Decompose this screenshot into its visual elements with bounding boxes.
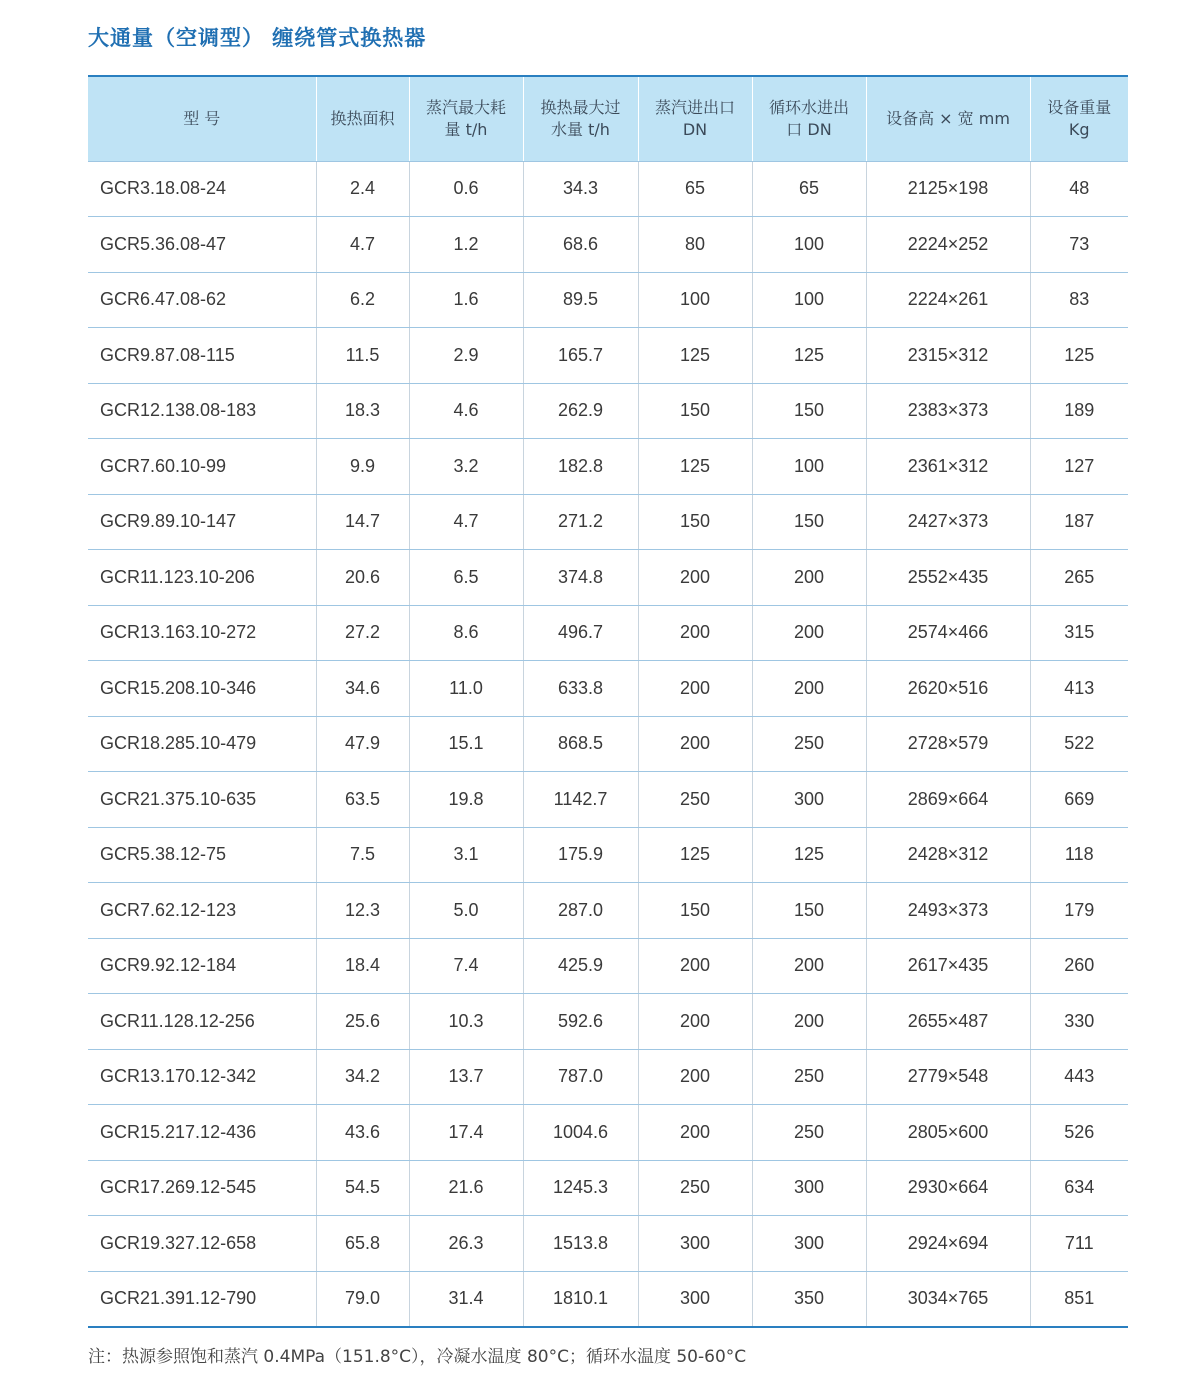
cell-steam-dn: 150 [638, 494, 752, 550]
cell-water-dn: 125 [752, 328, 866, 384]
cell-water-flow: 68.6 [523, 217, 638, 273]
cell-steam-dn: 150 [638, 883, 752, 939]
table-row [88, 328, 1128, 384]
cell-steam-dn: 300 [638, 1216, 752, 1272]
cell-dimensions: 2617×435 [866, 938, 1030, 994]
header-weight: 设备重量 Kg [1030, 76, 1128, 161]
cell-model: GCR17.269.12-545 [88, 1160, 316, 1216]
cell-weight: 265 [1030, 550, 1128, 606]
cell-area: 2.4 [316, 161, 409, 217]
cell-dimensions: 3034×765 [866, 1271, 1030, 1327]
cell-dimensions: 2224×261 [866, 272, 1030, 328]
cell-steam: 5.0 [409, 883, 523, 939]
cell-model: GCR7.62.12-123 [88, 883, 316, 939]
cell-water-flow: 425.9 [523, 938, 638, 994]
cell-water-flow: 496.7 [523, 605, 638, 661]
table-row [88, 550, 1128, 606]
cell-steam: 3.2 [409, 439, 523, 495]
cell-area: 6.2 [316, 272, 409, 328]
cell-steam: 17.4 [409, 1105, 523, 1161]
header-dimensions: 设备高 × 宽 mm [866, 76, 1030, 161]
cell-steam-dn: 200 [638, 1049, 752, 1105]
cell-dimensions: 2805×600 [866, 1105, 1030, 1161]
cell-weight: 48 [1030, 161, 1128, 217]
cell-steam-dn: 125 [638, 328, 752, 384]
cell-steam: 21.6 [409, 1160, 523, 1216]
cell-steam: 11.0 [409, 661, 523, 717]
cell-steam-dn: 65 [638, 161, 752, 217]
cell-dimensions: 2428×312 [866, 827, 1030, 883]
cell-area: 34.6 [316, 661, 409, 717]
cell-model: GCR5.36.08-47 [88, 217, 316, 273]
cell-steam: 26.3 [409, 1216, 523, 1272]
cell-weight: 711 [1030, 1216, 1128, 1272]
cell-steam-dn: 200 [638, 661, 752, 717]
cell-water-flow: 271.2 [523, 494, 638, 550]
cell-water-flow: 1245.3 [523, 1160, 638, 1216]
header-water-flow: 换热最大过 水量 t/h [523, 76, 638, 161]
cell-area: 65.8 [316, 1216, 409, 1272]
cell-dimensions: 2361×312 [866, 439, 1030, 495]
cell-water-flow: 182.8 [523, 439, 638, 495]
cell-steam: 4.6 [409, 383, 523, 439]
cell-weight: 83 [1030, 272, 1128, 328]
cell-steam-dn: 125 [638, 439, 752, 495]
cell-steam: 31.4 [409, 1271, 523, 1327]
cell-weight: 127 [1030, 439, 1128, 495]
cell-weight: 443 [1030, 1049, 1128, 1105]
cell-area: 43.6 [316, 1105, 409, 1161]
cell-dimensions: 2383×373 [866, 383, 1030, 439]
cell-dimensions: 2574×466 [866, 605, 1030, 661]
cell-area: 25.6 [316, 994, 409, 1050]
cell-water-dn: 350 [752, 1271, 866, 1327]
cell-steam: 13.7 [409, 1049, 523, 1105]
cell-steam-dn: 200 [638, 605, 752, 661]
cell-steam-dn: 80 [638, 217, 752, 273]
cell-water-flow: 165.7 [523, 328, 638, 384]
cell-dimensions: 2930×664 [866, 1160, 1030, 1216]
cell-dimensions: 2493×373 [866, 883, 1030, 939]
table-row [88, 1271, 1128, 1327]
table-row [88, 1105, 1128, 1161]
cell-steam: 8.6 [409, 605, 523, 661]
cell-area: 79.0 [316, 1271, 409, 1327]
cell-area: 4.7 [316, 217, 409, 273]
cell-water-dn: 200 [752, 605, 866, 661]
cell-area: 27.2 [316, 605, 409, 661]
cell-water-dn: 200 [752, 994, 866, 1050]
cell-water-dn: 250 [752, 1105, 866, 1161]
cell-steam: 0.6 [409, 161, 523, 217]
footnote: 注：热源参照饱和蒸汽 0.4MPa（151.8°C），冷凝水温度 80°C；循环水温度 50-60°C [88, 1347, 747, 1367]
table-row [88, 827, 1128, 883]
cell-weight: 179 [1030, 883, 1128, 939]
cell-water-flow: 262.9 [523, 383, 638, 439]
cell-water-dn: 200 [752, 938, 866, 994]
table-row [88, 772, 1128, 828]
cell-model: GCR15.217.12-436 [88, 1105, 316, 1161]
cell-weight: 73 [1030, 217, 1128, 273]
table-row [88, 1160, 1128, 1216]
cell-water-flow: 89.5 [523, 272, 638, 328]
cell-model: GCR7.60.10-99 [88, 439, 316, 495]
cell-model: GCR3.18.08-24 [88, 161, 316, 217]
header-steam-dn: 蒸汽进出口 DN [638, 76, 752, 161]
cell-water-dn: 300 [752, 772, 866, 828]
cell-water-dn: 250 [752, 1049, 866, 1105]
cell-dimensions: 2779×548 [866, 1049, 1030, 1105]
header-area: 换热面积 [316, 76, 409, 161]
table-header-row [88, 76, 1128, 161]
cell-weight: 522 [1030, 716, 1128, 772]
cell-water-flow: 1810.1 [523, 1271, 638, 1327]
cell-dimensions: 2224×252 [866, 217, 1030, 273]
cell-model: GCR12.138.08-183 [88, 383, 316, 439]
cell-steam-dn: 250 [638, 772, 752, 828]
cell-water-dn: 300 [752, 1216, 866, 1272]
cell-dimensions: 2655×487 [866, 994, 1030, 1050]
cell-weight: 669 [1030, 772, 1128, 828]
cell-model: GCR15.208.10-346 [88, 661, 316, 717]
cell-water-flow: 787.0 [523, 1049, 638, 1105]
cell-steam: 15.1 [409, 716, 523, 772]
spec-table [88, 75, 1128, 1328]
cell-steam-dn: 150 [638, 383, 752, 439]
cell-steam: 1.6 [409, 272, 523, 328]
table-row [88, 716, 1128, 772]
cell-steam: 2.9 [409, 328, 523, 384]
cell-water-dn: 100 [752, 217, 866, 273]
cell-area: 18.4 [316, 938, 409, 994]
cell-water-flow: 1142.7 [523, 772, 638, 828]
cell-steam-dn: 300 [638, 1271, 752, 1327]
cell-weight: 187 [1030, 494, 1128, 550]
table-row [88, 661, 1128, 717]
cell-model: GCR21.391.12-790 [88, 1271, 316, 1327]
table-row [88, 494, 1128, 550]
table-body [88, 161, 1128, 1327]
cell-water-flow: 374.8 [523, 550, 638, 606]
cell-water-flow: 34.3 [523, 161, 638, 217]
cell-weight: 125 [1030, 328, 1128, 384]
cell-dimensions: 2315×312 [866, 328, 1030, 384]
cell-water-flow: 287.0 [523, 883, 638, 939]
cell-steam-dn: 250 [638, 1160, 752, 1216]
cell-weight: 315 [1030, 605, 1128, 661]
cell-area: 34.2 [316, 1049, 409, 1105]
cell-dimensions: 2869×664 [866, 772, 1030, 828]
cell-water-flow: 868.5 [523, 716, 638, 772]
cell-model: GCR13.170.12-342 [88, 1049, 316, 1105]
cell-water-dn: 125 [752, 827, 866, 883]
cell-model: GCR9.87.08-115 [88, 328, 316, 384]
cell-model: GCR5.38.12-75 [88, 827, 316, 883]
cell-water-flow: 633.8 [523, 661, 638, 717]
cell-area: 20.6 [316, 550, 409, 606]
cell-area: 12.3 [316, 883, 409, 939]
cell-steam-dn: 200 [638, 994, 752, 1050]
cell-water-dn: 150 [752, 494, 866, 550]
cell-dimensions: 2728×579 [866, 716, 1030, 772]
cell-water-dn: 300 [752, 1160, 866, 1216]
cell-weight: 189 [1030, 383, 1128, 439]
cell-water-flow: 175.9 [523, 827, 638, 883]
header-steam-consumption: 蒸汽最大耗 量 t/h [409, 76, 523, 161]
cell-area: 54.5 [316, 1160, 409, 1216]
cell-dimensions: 2427×373 [866, 494, 1030, 550]
table-row [88, 272, 1128, 328]
cell-area: 47.9 [316, 716, 409, 772]
cell-water-dn: 100 [752, 439, 866, 495]
page-title: 大通量（空调型） 缠绕管式换热器 [88, 26, 427, 50]
cell-area: 9.9 [316, 439, 409, 495]
cell-steam: 19.8 [409, 772, 523, 828]
header-model: 型 号 [88, 76, 316, 161]
cell-model: GCR18.285.10-479 [88, 716, 316, 772]
cell-weight: 260 [1030, 938, 1128, 994]
cell-area: 14.7 [316, 494, 409, 550]
cell-weight: 330 [1030, 994, 1128, 1050]
header-water-dn: 循环水进出 口 DN [752, 76, 866, 161]
table-row [88, 883, 1128, 939]
cell-weight: 118 [1030, 827, 1128, 883]
cell-steam: 3.1 [409, 827, 523, 883]
cell-dimensions: 2552×435 [866, 550, 1030, 606]
table-row [88, 994, 1128, 1050]
cell-model: GCR9.89.10-147 [88, 494, 316, 550]
cell-steam-dn: 125 [638, 827, 752, 883]
cell-model: GCR6.47.08-62 [88, 272, 316, 328]
cell-weight: 634 [1030, 1160, 1128, 1216]
cell-dimensions: 2924×694 [866, 1216, 1030, 1272]
table-row [88, 383, 1128, 439]
cell-steam: 1.2 [409, 217, 523, 273]
cell-water-dn: 200 [752, 661, 866, 717]
cell-model: GCR11.123.10-206 [88, 550, 316, 606]
cell-water-dn: 150 [752, 383, 866, 439]
cell-dimensions: 2125×198 [866, 161, 1030, 217]
cell-water-flow: 1513.8 [523, 1216, 638, 1272]
cell-steam-dn: 200 [638, 716, 752, 772]
cell-water-dn: 150 [752, 883, 866, 939]
table-row [88, 605, 1128, 661]
cell-water-dn: 250 [752, 716, 866, 772]
cell-model: GCR9.92.12-184 [88, 938, 316, 994]
table-row [88, 161, 1128, 217]
cell-model: GCR19.327.12-658 [88, 1216, 316, 1272]
table-row [88, 1216, 1128, 1272]
cell-area: 11.5 [316, 328, 409, 384]
table-row [88, 938, 1128, 994]
cell-water-flow: 592.6 [523, 994, 638, 1050]
cell-water-dn: 100 [752, 272, 866, 328]
cell-steam: 6.5 [409, 550, 523, 606]
cell-water-dn: 65 [752, 161, 866, 217]
table-row [88, 217, 1128, 273]
cell-steam: 4.7 [409, 494, 523, 550]
cell-dimensions: 2620×516 [866, 661, 1030, 717]
cell-steam-dn: 200 [638, 938, 752, 994]
cell-area: 7.5 [316, 827, 409, 883]
cell-water-dn: 200 [752, 550, 866, 606]
cell-area: 18.3 [316, 383, 409, 439]
cell-model: GCR21.375.10-635 [88, 772, 316, 828]
table-row [88, 439, 1128, 495]
cell-water-flow: 1004.6 [523, 1105, 638, 1161]
cell-area: 63.5 [316, 772, 409, 828]
cell-weight: 413 [1030, 661, 1128, 717]
cell-steam-dn: 100 [638, 272, 752, 328]
cell-steam: 10.3 [409, 994, 523, 1050]
cell-steam-dn: 200 [638, 1105, 752, 1161]
cell-steam: 7.4 [409, 938, 523, 994]
table-row [88, 1049, 1128, 1105]
cell-steam-dn: 200 [638, 550, 752, 606]
cell-model: GCR13.163.10-272 [88, 605, 316, 661]
cell-weight: 851 [1030, 1271, 1128, 1327]
cell-weight: 526 [1030, 1105, 1128, 1161]
cell-model: GCR11.128.12-256 [88, 994, 316, 1050]
